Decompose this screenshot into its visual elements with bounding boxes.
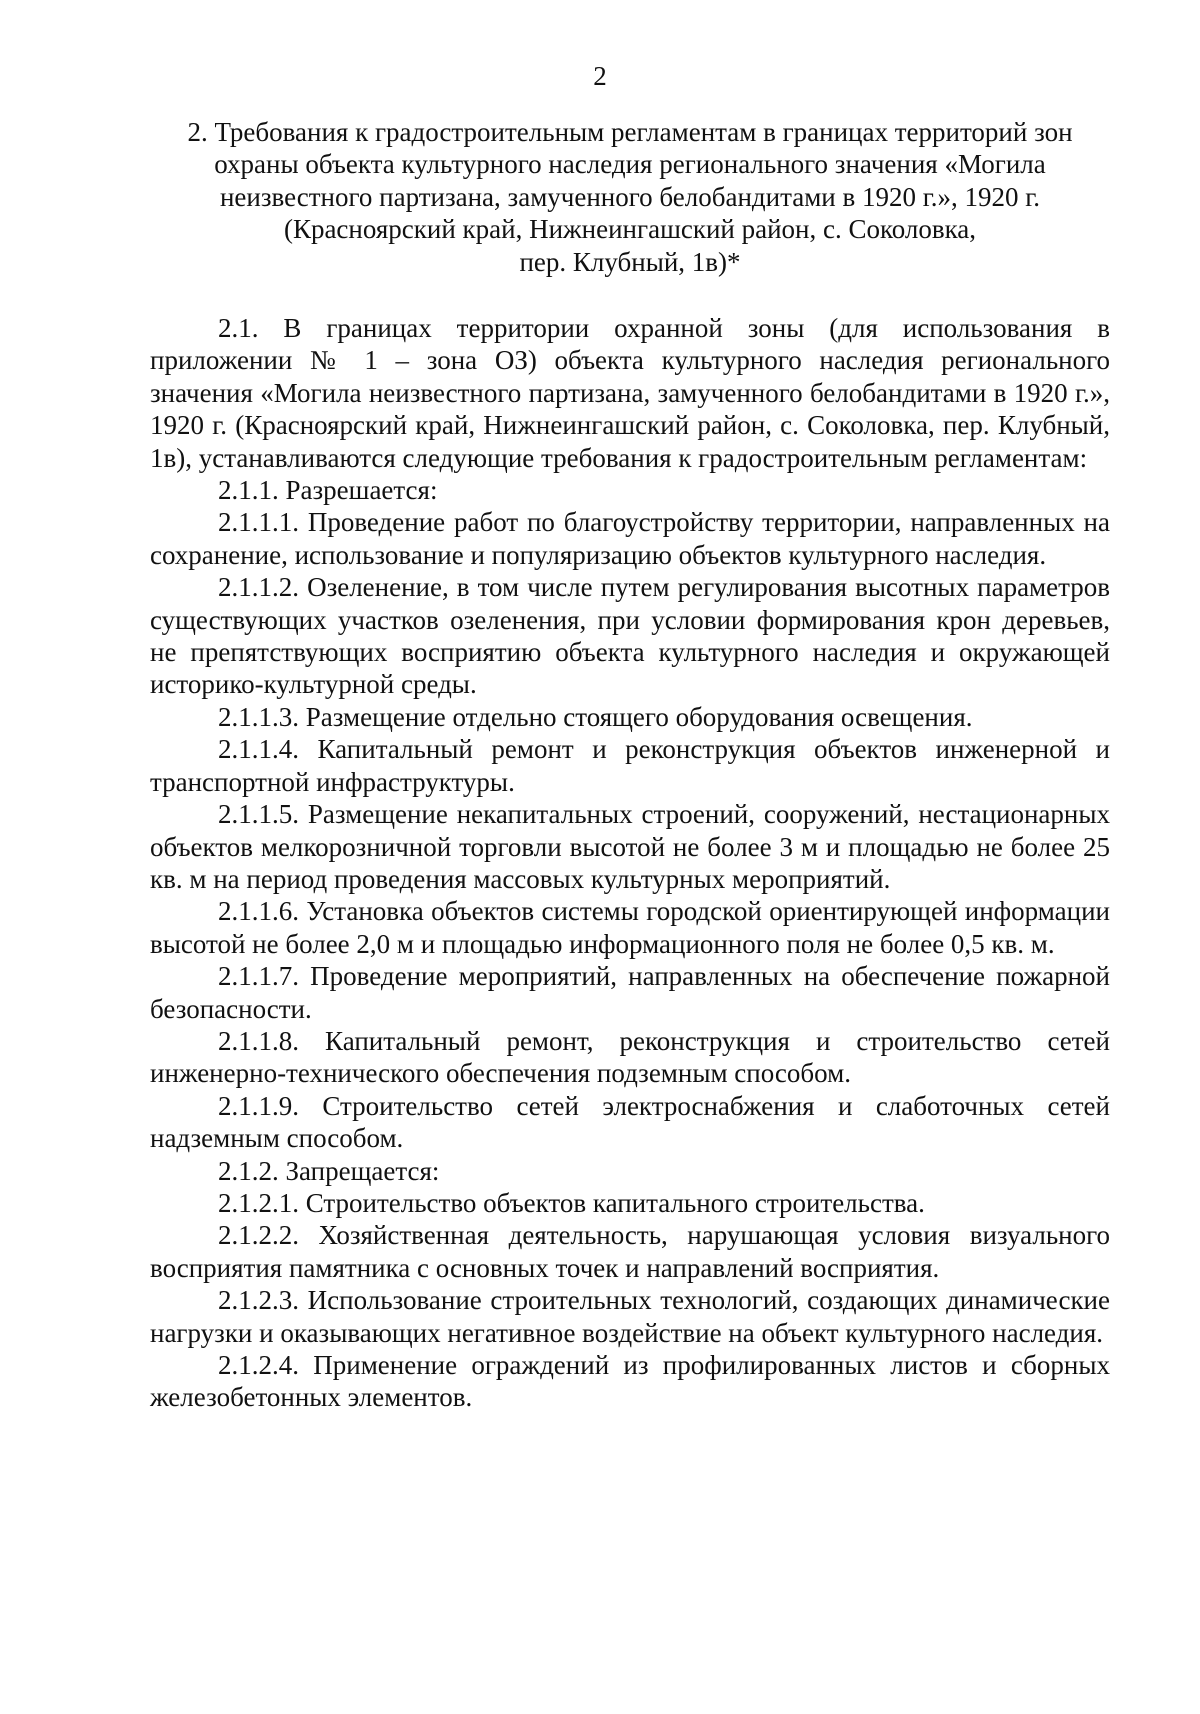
paragraph-2-1-2-2: 2.1.2.2. Хозяйственная деятельность, нарушающая условия визуального восприятия памятника с основных точек и направлений восприятия. [150,1220,1110,1283]
paragraph-2-1-2-1: 2.1.2.1. Строительство объектов капитального строительства. [218,1187,925,1218]
page-number: 2 [593,61,607,91]
heading-line: охраны объекта культурного наследия регионального значения «Могила [214,149,1046,180]
paragraph-2-1-1-6: 2.1.1.6. Установка объектов системы городской ориентирующей информации высотой не более 2,0 м и площадью информационного поля не более 0,5 кв. м. [150,896,1110,959]
document-body [150,312,1110,1414]
heading-line: пер. Клубный, 1в)* [519,246,741,277]
heading-line: неизвестного партизана, замученного белобандитами в 1920 г.», 1920 г. [219,181,1041,212]
paragraph-2-1-1-9: 2.1.1.9. Строительство сетей электроснабжения и слаботочных сетей надземным способом. [150,1090,1110,1154]
heading-line: 2. Требования к градостроительным регламентам в границах территорий зон [187,117,1073,147]
paragraph-2-1-1: 2.1.1. Разрешается: [218,475,438,506]
paragraph-2-1-2-4: 2.1.2.4. Применение ограждений из профилированных листов и сборных железобетонных элементов. [150,1350,1110,1413]
section-heading [150,116,1110,278]
paragraph-2-1-1-5: 2.1.1.5. Размещение некапитальных строений, сооружений, нестационарных объектов мелкорозничной торговли высотой не более 3 м и площадью не более 25 кв. м на период проведения массовых культурных мероприятий. [150,799,1110,894]
paragraph-2-1-2-3: 2.1.2.3. Использование строительных технологий, создающих динамические нагрузки и оказывающих негативное воздействие на объект культурного наследия. [150,1285,1110,1348]
paragraph-2-1: 2.1. В границах территории охранной зоны (для использования в приложении № 1 – зона ОЗ) объекта культурного наследия регионального значения «Могила неизвестного партизана, замученного белобандитами в 1920 г.», 1920 г. (Красноярский край, Нижнеингашский район, с. Соколовка, пер. Клубный, 1в), устанавливаются следующие требования к градостроительным регламентам: [150,313,1110,473]
paragraph-2-1-1-2: 2.1.1.2. Озеленение, в том числе путем регулирования высотных параметров существующих участков озеленения, при условии формирования крон деревьев, не препятствующих восприятию объекта культурного наследия и окружающей историко-культурной среды. [150,572,1110,700]
heading-line: (Красноярский край, Нижнеингашский район, с. Соколовка, [283,214,977,245]
paragraph-2-1-1-1: 2.1.1.1. Проведение работ по благоустройству территории, направленных на сохранение, использование и популяризацию объектов культурного наследия. [150,507,1110,570]
paragraph-2-1-1-7: 2.1.1.7. Проведение мероприятий, направленных на обеспечение пожарной безопасности. [150,961,1110,1024]
paragraph-2-1-1-8: 2.1.1.8. Капитальный ремонт, реконструкция и строительство сетей инженерно-технического обеспечения подземным способом. [150,1025,1110,1089]
paragraph-2-1-1-4: 2.1.1.4. Капитальный ремонт и реконструкция объектов инженерной и транспортной инфраструктуры. [150,734,1110,797]
paragraph-2-1-2: 2.1.2. Запрещается: [218,1155,440,1186]
paragraph-2-1-1-3: 2.1.1.3. Размещение отдельно стоящего оборудования освещения. [218,701,973,732]
